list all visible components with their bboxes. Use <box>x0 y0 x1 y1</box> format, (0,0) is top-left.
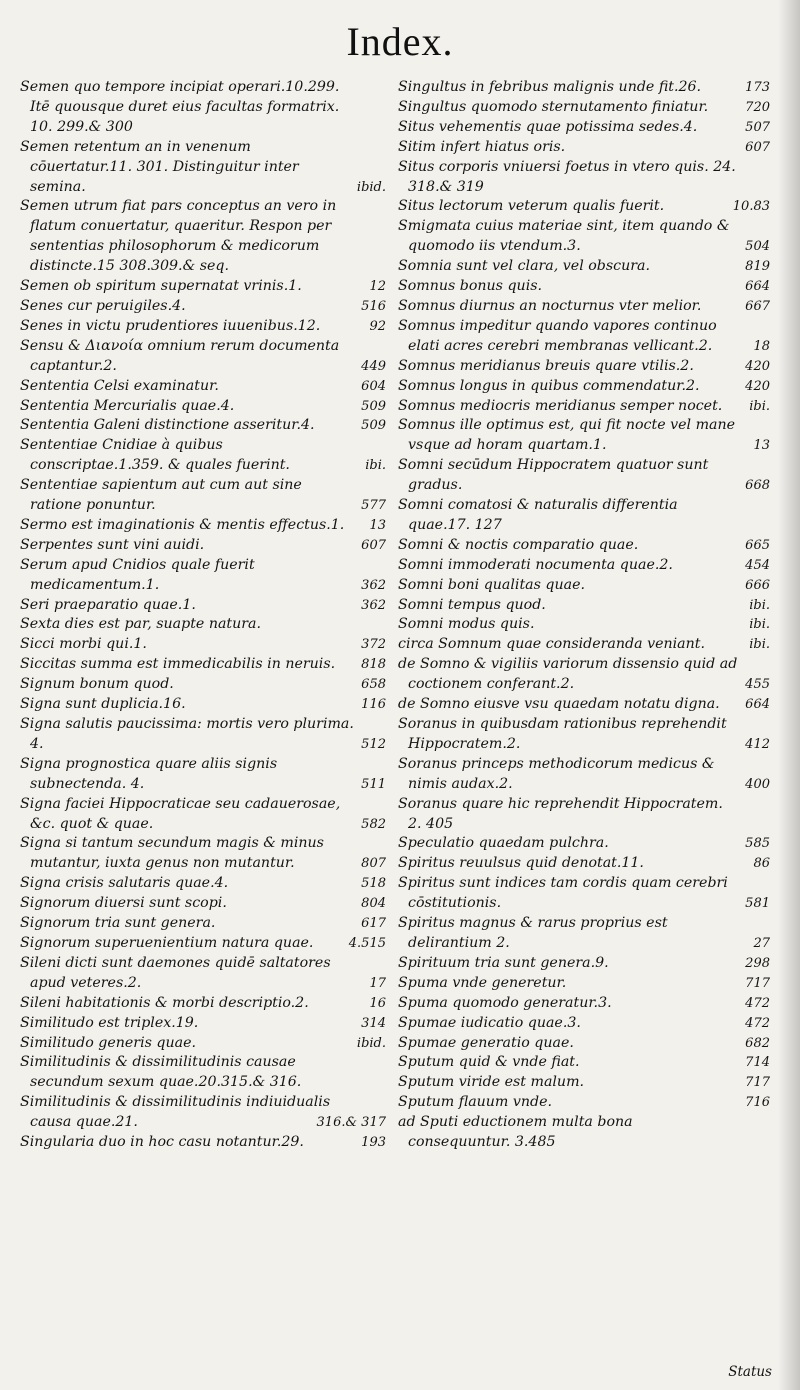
index-entry-text: Sputum viride est malum. <box>398 1074 585 1091</box>
index-entry <box>398 118 770 138</box>
index-entry <box>20 874 386 894</box>
index-entry-text: Somni tempus quod. <box>398 596 546 613</box>
index-entry-text: Situs vehementis quae potissima sedes.4. <box>398 118 698 135</box>
index-entry <box>398 257 770 277</box>
index-entry <box>398 277 770 297</box>
index-entry <box>20 894 386 914</box>
index-entry <box>20 297 386 317</box>
page-reference: 658 <box>361 677 386 693</box>
page-reference: 454 <box>745 557 770 573</box>
index-entry <box>20 615 386 635</box>
index-entry <box>20 397 386 417</box>
page-reference: 509 <box>361 418 386 434</box>
page-reference: 717 <box>745 975 770 991</box>
page-reference: 507 <box>745 119 770 135</box>
index-entry <box>398 138 770 158</box>
page-reference: 420 <box>745 378 770 394</box>
index-entry <box>20 277 386 297</box>
page-reference: 17 <box>369 975 386 991</box>
index-entry <box>20 655 386 675</box>
index-entry-text: Spumae generatio quae. <box>398 1034 574 1051</box>
page-reference: 804 <box>361 896 386 912</box>
index-entry-text: Singultus in febribus malignis unde fit.26. <box>398 79 702 95</box>
index-entry-text: de Somno & vigiliis variorum dissensio quid ad coctionem conferant.2. <box>398 656 738 693</box>
index-entry-text: Singularia duo in hoc casu notantur.29. <box>20 1134 304 1151</box>
index-entry <box>398 317 770 357</box>
index-entry <box>398 297 770 317</box>
index-entry-text: Somni modus quis. <box>398 616 535 633</box>
page-reference: 173 <box>745 80 770 95</box>
index-entry-text: Spiritus reuulsus quid denotat.11. <box>398 855 644 872</box>
index-entry-text: Somnus mediocris meridianus semper nocet. <box>398 397 723 414</box>
index-entry <box>20 635 386 655</box>
index-entry <box>398 217 770 257</box>
index-entry-text: Sermo est imaginationis & mentis effectus.1. <box>20 516 345 533</box>
index-entry-text: circa Somnum quae consideranda veniant. <box>398 636 705 653</box>
index-entry-text: Somni secūdum Hippocratem quatuor sunt gradus. <box>398 457 709 494</box>
page-reference: 116 <box>361 697 386 713</box>
index-entry <box>20 416 386 436</box>
index-entry-text: Sputum flauum vnde. <box>398 1094 553 1111</box>
index-entry <box>398 1014 770 1034</box>
index-entry <box>20 556 386 596</box>
page-reference: 581 <box>745 896 770 912</box>
index-entry <box>20 476 386 516</box>
index-entry <box>398 914 770 954</box>
index-entry-text: Spirituum tria sunt genera.9. <box>398 954 609 971</box>
index-entry <box>398 974 770 994</box>
index-entry <box>398 576 770 596</box>
index-entry <box>20 337 386 377</box>
index-entry <box>398 1093 770 1113</box>
index-entry-text: Somnus diurnus an nocturnus vter melior. <box>398 297 702 314</box>
index-entry-text: Soranus quare hic reprehendit Hippocratem. 2. 405 <box>398 795 723 832</box>
page-reference: 716 <box>745 1095 770 1111</box>
page-edge-shadow <box>778 0 800 1390</box>
index-entry-text: Spuma quomodo generatur.3. <box>398 994 612 1011</box>
index-entry <box>398 1053 770 1073</box>
index-entry <box>20 675 386 695</box>
page-reference: 717 <box>745 1075 770 1091</box>
index-entry-text: Signa salutis paucissima: mortis vero plurima. 4. <box>20 716 354 752</box>
page-reference: 412 <box>745 736 770 752</box>
index-entry <box>398 1113 770 1153</box>
index-entry-text: Signa prognostica quare aliis signis subnectenda. 4. <box>20 755 278 792</box>
index-entry-text: Somni & noctis comparatio quae. <box>398 536 639 553</box>
index-entry-text: Seri praeparatio quae.1. <box>20 596 196 613</box>
page-reference: 511 <box>361 776 386 792</box>
index-entry-text: Signorum superuenientium natura quae. <box>20 934 314 951</box>
page-reference: 449 <box>361 358 386 374</box>
page-reference: 18 <box>753 338 770 354</box>
page-reference: 298 <box>745 955 770 971</box>
index-entry-text: Smigmata cuius materiae sint, item quando & quomodo iis vtendum.3. <box>398 218 730 255</box>
index-entry-text: Senes in victu prudentiores iuuenibus.12. <box>20 317 321 334</box>
index-entry <box>20 934 386 954</box>
index-entry-text: Sententiae sapientum aut cum aut sine ratione ponuntur. <box>20 477 302 514</box>
index-entry <box>20 695 386 715</box>
page-reference: 10.83 <box>732 199 770 215</box>
index-entry-text: Sileni habitationis & morbi descriptio.2. <box>20 994 309 1011</box>
page-reference: 372 <box>361 637 386 653</box>
index-entry <box>398 655 770 695</box>
page-reference: 607 <box>745 139 770 155</box>
index-entry <box>398 994 770 1014</box>
page-reference: 504 <box>745 239 770 255</box>
index-entry <box>20 138 386 198</box>
index-entry <box>398 158 770 198</box>
page-reference: 818 <box>361 657 386 673</box>
index-entry <box>20 1053 386 1093</box>
index-entry-text: Similitudo generis quae. <box>20 1034 196 1051</box>
index-entry-text: Semen utrum fiat pars conceptus an vero in flatum conuertatur, quaeritur. Respon per sententias philosophorum & medicorum distincte.15 308.309.& seq. <box>20 198 337 275</box>
page-reference: 604 <box>361 378 386 394</box>
page-reference: 316.& 317 <box>316 1115 386 1131</box>
index-entry <box>398 795 770 835</box>
index-entry <box>20 755 386 795</box>
page-reference: 362 <box>361 577 386 593</box>
index-entry-text: Soranus princeps methodicorum medicus & nimis audax.2. <box>398 755 715 792</box>
index-entry-text: Signorum diuersi sunt scopi. <box>20 895 227 912</box>
index-entry <box>20 78 386 138</box>
index-entry <box>398 496 770 536</box>
index-entry-text: Serpentes sunt vini auidi. <box>20 536 205 553</box>
page-reference: 516 <box>361 298 386 314</box>
index-entry <box>398 874 770 914</box>
page-reference: 13 <box>753 438 770 454</box>
index-entry-text: Spiritus sunt indices tam cordis quam cerebri cōstitutionis. <box>398 875 728 912</box>
left-column <box>20 78 386 1153</box>
page-reference: 667 <box>745 298 770 314</box>
index-entry <box>20 954 386 994</box>
index-entry <box>398 536 770 556</box>
index-entry-text: Sexta dies est par, suapte natura. <box>20 616 262 633</box>
page-reference: 472 <box>745 995 770 1011</box>
index-entry-text: Spumae iudicatio quae.3. <box>398 1014 581 1031</box>
page-reference: ibid. <box>356 1035 386 1051</box>
index-entry <box>20 1034 386 1054</box>
index-entry <box>20 436 386 476</box>
page-reference: 509 <box>361 398 386 414</box>
page-reference: ibi. <box>749 597 770 613</box>
index-entry <box>20 317 386 337</box>
index-entry <box>398 854 770 874</box>
index-entry <box>398 755 770 795</box>
page-reference: 86 <box>753 856 770 872</box>
page-reference: ibi. <box>365 458 386 474</box>
index-entry <box>398 615 770 635</box>
index-entry-text: Somni comatosi & naturalis differentia quae.17. 127 <box>398 497 678 533</box>
index-entry <box>20 1014 386 1034</box>
page-reference: 12 <box>369 279 386 295</box>
index-entry-text: de Somno eiusve vsu quaedam notatu digna. <box>398 696 720 713</box>
index-entry-text: Signa faciei Hippocraticae seu cadauerosae, &c. quot & quae. <box>20 795 341 832</box>
page-reference: 682 <box>745 1035 770 1051</box>
index-entry-text: Similitudinis & dissimilitudinis causae secundum sexum quae.20.315.& 316. <box>20 1054 302 1091</box>
page-reference: ibid. <box>356 179 386 195</box>
page-reference: 13 <box>369 517 386 533</box>
index-entry <box>20 834 386 874</box>
page-reference: 400 <box>745 776 770 792</box>
page-reference: 314 <box>361 1015 386 1031</box>
page-reference: 193 <box>361 1135 386 1151</box>
index-entry-text: Sensu & Διανοία omnium rerum documenta captantur.2. <box>20 337 340 374</box>
page-reference: 585 <box>745 836 770 852</box>
page-reference: 664 <box>745 697 770 713</box>
index-entry-text: Sententia Celsi examinatur. <box>20 377 219 394</box>
index-entry <box>398 416 770 456</box>
index-entry-text: Siccitas summa est immedicabilis in neruis. <box>20 656 336 673</box>
index-entry-text: Somnus ille optimus est, qui fit nocte vel mane vsque ad horam quartam.1. <box>398 417 736 454</box>
page-reference: ibi. <box>749 398 770 414</box>
index-entry-text: Sileni dicti sunt daemones quidē saltatores apud veteres.2. <box>20 954 331 991</box>
page-reference: 714 <box>745 1055 770 1071</box>
index-entry-text: Serum apud Cnidios quale fuerit medicamentum.1. <box>20 556 255 593</box>
index-entry <box>398 954 770 974</box>
index-entry-text: Somnus longus in quibus commendatur.2. <box>398 377 700 394</box>
page-reference: 807 <box>361 856 386 872</box>
index-entry-text: Singultus quomodo sternutamento finiatur. <box>398 98 709 115</box>
index-entry <box>398 834 770 854</box>
page-reference: 4.515 <box>348 935 386 951</box>
index-entry <box>398 98 770 118</box>
index-entry-text: Sitim infert hiatus oris. <box>398 138 566 155</box>
index-entry-text: Situs corporis vniuersi foetus in vtero quis. 24. 318.& 319 <box>398 158 736 195</box>
page-title: Index. <box>346 19 454 64</box>
page-reference: 668 <box>745 478 770 494</box>
index-entry-text: Somni boni qualitas quae. <box>398 576 585 593</box>
index-entry-text: Signa crisis salutaris quae.4. <box>20 875 229 892</box>
index-entry <box>20 914 386 934</box>
index-entry-text: Semen ob spiritum supernatat vrinis.1. <box>20 278 302 295</box>
index-entry <box>398 635 770 655</box>
index-entry <box>20 1133 386 1153</box>
index-entry-text: Semen retentum an in venenum cōuertatur.11. 301. Distinguitur inter semina. <box>20 138 299 195</box>
index-entry-text: Soranus in quibusdam rationibus reprehendit Hippocratem.2. <box>398 716 727 752</box>
index-entry <box>20 715 386 755</box>
page-reference: 577 <box>361 498 386 514</box>
index-entry <box>398 78 770 98</box>
index-entry-text: Similitudinis & dissimilitudinis indiuidualis causa quae.21. <box>20 1094 331 1131</box>
page-reference: 666 <box>745 577 770 593</box>
index-entry-text: Similitudo est triplex.19. <box>20 1014 199 1031</box>
index-entry <box>20 516 386 536</box>
index-entry <box>20 596 386 616</box>
index-entry <box>398 1073 770 1093</box>
page-reference: 720 <box>745 99 770 115</box>
index-entry <box>398 556 770 576</box>
index-entry <box>20 795 386 835</box>
index-entry <box>398 357 770 377</box>
page-reference: 92 <box>369 318 386 334</box>
index-entry-text: Somnus impeditur quando vapores continuo elati acres cerebri membranas vellicant.2. <box>398 317 717 354</box>
index-entry <box>20 1093 386 1133</box>
index-entry <box>398 456 770 496</box>
page-reference: 362 <box>361 597 386 613</box>
right-column <box>398 78 770 1153</box>
index-entry-text: Somnia sunt vel clara, vel obscura. <box>398 258 650 275</box>
page-reference: 518 <box>361 876 386 892</box>
page-reference: 27 <box>753 935 770 951</box>
index-entry <box>20 994 386 1014</box>
page-reference: 512 <box>361 736 386 752</box>
index-entry-text: Somnus meridianus breuis quare vtilis.2. <box>398 357 694 374</box>
index-entry-text: Sententia Mercurialis quae.4. <box>20 397 235 414</box>
page-reference: 819 <box>745 259 770 275</box>
index-entry <box>20 536 386 556</box>
index-entry <box>398 197 770 217</box>
page-reference: ibi. <box>749 617 770 633</box>
index-entry <box>398 596 770 616</box>
index-entry <box>398 397 770 417</box>
page-reference: 582 <box>361 816 386 832</box>
page-reference: 617 <box>361 916 386 932</box>
index-entry <box>20 197 386 277</box>
index-entry-text: Spiritus magnus & rarus proprius est delirantium 2. <box>398 915 668 951</box>
index-entry-text: Sententiae Cnidiae à quibus conscriptae.1.359. & quales fuerint. <box>20 437 290 474</box>
index-entry <box>20 377 386 397</box>
index-entry-text: Signa si tantum secundum magis & minus mutantur, iuxta genus non mutantur. <box>20 835 324 872</box>
index-entry-text: Somni immoderati nocumenta quae.2. <box>398 556 673 573</box>
index-entry-text: Signa sunt duplicia.16. <box>20 696 186 713</box>
index-entry-text: Spuma vnde generetur. <box>398 974 567 991</box>
page-reference: 607 <box>361 537 386 553</box>
page-reference: 455 <box>745 677 770 693</box>
page-reference: ibi. <box>749 637 770 653</box>
page-reference: 472 <box>745 1015 770 1031</box>
index-entry-text: Semen quo tempore incipiat operari.10.299. Itē quousque duret eius facultas formatrix. 10. 299.& 300 <box>20 79 340 135</box>
index-entry-text: Sputum quid & vnde fiat. <box>398 1054 580 1071</box>
index-entry-text: Signorum tria sunt genera. <box>20 915 216 932</box>
index-entry-text: Senes cur peruigiles.4. <box>20 297 186 314</box>
index-entry <box>398 715 770 755</box>
index-entry <box>398 377 770 397</box>
index-entry-text: Speculatio quaedam pulchra. <box>398 835 609 852</box>
index-entry-text: Somnus bonus quis. <box>398 278 543 295</box>
index-entry <box>398 695 770 715</box>
index-entry-text: Sicci morbi qui.1. <box>20 636 147 653</box>
index-entry-text: ad Sputi eductionem multa bona consequuntur. 3.485 <box>398 1114 633 1151</box>
index-entry-text: Sententia Galeni distinctione asseritur.4. <box>20 417 315 434</box>
page-reference: 16 <box>369 995 386 1011</box>
index-entry <box>398 1034 770 1054</box>
catchword: Status <box>728 1364 772 1380</box>
index-entry-text: Situs lectorum veterum qualis fuerit. <box>398 198 665 215</box>
page-reference: 665 <box>745 537 770 553</box>
page-reference: 664 <box>745 279 770 295</box>
page-reference: 420 <box>745 358 770 374</box>
index-entry-text: Signum bonum quod. <box>20 676 174 693</box>
